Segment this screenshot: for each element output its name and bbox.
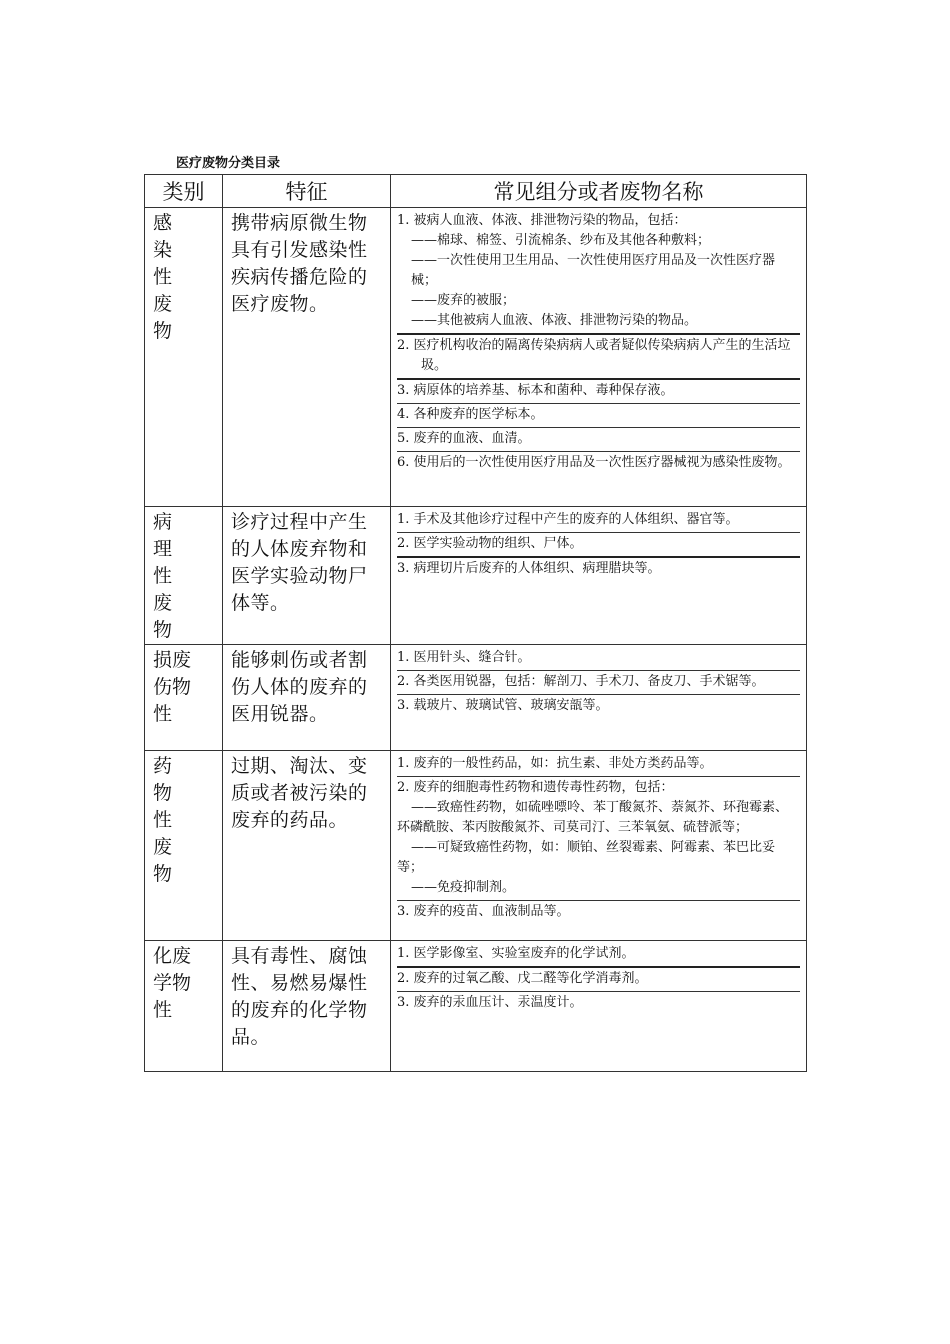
list-item: 3. 载玻片、玻璃试管、玻璃安瓿等。 — [397, 698, 609, 713]
header-feature: 特征 — [223, 175, 391, 208]
document-title: 医疗废物分类目录 — [176, 156, 281, 171]
feature-cell: 具有毒性、腐蚀性、易燃易爆性的废弃的化学物品。 — [223, 941, 391, 1072]
header-category: 类别 — [145, 175, 223, 208]
items-cell — [391, 751, 807, 941]
header-items: 常见组分或者废物名称 — [391, 175, 807, 208]
list-item: 6. 使用后的一次性使用医疗用品及一次性医疗器械视为感染性废物。 — [397, 455, 791, 470]
feature-cell: 携带病原微生物具有引发感染性疾病传播危险的医疗废物。 — [223, 208, 391, 507]
items-cell — [391, 941, 807, 1072]
list-item: 1. 被病人血液、体液、排泄物污染的物品，包括： ——棉球、棉签、引流棉条、纱布及其他各种敷料； ——一次性使用卫生用品、一次性使用医疗用品及一次性医疗器械； ——废弃的被服； ——其他被病人血液、体液、排泄物污染的物品。 — [397, 210, 800, 335]
items-cell — [391, 208, 807, 507]
category-cell: 感染性废物 — [145, 208, 223, 507]
list-item: 1. 医学影像室、实验室废弃的化学试剂。 — [397, 943, 800, 968]
items-cell — [391, 645, 807, 751]
table-row — [145, 208, 807, 507]
list-item: 2. 医疗机构收治的隔离传染病病人或者疑似传染病病人产生的生活垃圾。 — [397, 335, 800, 380]
table-row — [145, 645, 807, 751]
list-item: 3. 病原体的培养基、标本和菌种、毒种保存液。 — [397, 380, 800, 404]
list-item: 3. 废弃的汞血压计、汞温度计。 — [397, 995, 583, 1010]
category-cell: 化废学物性 — [145, 941, 223, 1072]
list-item: 1. 废弃的一般性药品，如：抗生素、非处方类药品等。 — [397, 753, 800, 777]
list-item: 2. 废弃的细胞毒性药物和遗传毒性药物，包括： ——致癌性药物，如硫唑嘌呤、苯丁酸氮芥、萘氮芥、环孢霉素、环磷酰胺、苯丙胺酸氮芥、司莫司汀、三苯氧氨、硫替派等； ——可疑致癌性药物，如：顺铂、丝裂霉素、阿霉素、苯巴比妥等； ——免疫抑制剂。 — [397, 777, 800, 901]
header-row — [145, 175, 807, 208]
table-row — [145, 941, 807, 1072]
list-item: 2. 医学实验动物的组织、尸体。 — [397, 533, 800, 558]
waste-classification-table — [144, 174, 807, 1072]
list-item: 1. 手术及其他诊疗过程中产生的废弃的人体组织、器官等。 — [397, 509, 800, 533]
feature-cell: 能够刺伤或者割伤人体的废弃的医用锐器。 — [223, 645, 391, 751]
list-item: 5. 废弃的血液、血清。 — [397, 428, 800, 452]
feature-cell: 诊疗过程中产生的人体废弃物和医学实验动物尸体等。 — [223, 507, 391, 645]
list-item: 3. 废弃的疫苗、血液制品等。 — [397, 904, 570, 919]
table-row — [145, 507, 807, 645]
list-item: 1. 医用针头、缝合针。 — [397, 647, 800, 671]
list-item: 3. 病理切片后废弃的人体组织、病理腊块等。 — [397, 561, 661, 576]
category-cell: 损废伤物性 — [145, 645, 223, 751]
items-cell — [391, 507, 807, 645]
category-cell: 药物性废物 — [145, 751, 223, 941]
table-row — [145, 751, 807, 941]
category-cell: 病理性废物 — [145, 507, 223, 645]
list-item: 2. 废弃的过氧乙酸、戊二醛等化学消毒剂。 — [397, 968, 800, 992]
feature-cell: 过期、淘汰、变质或者被污染的废弃的药品。 — [223, 751, 391, 941]
list-item: 4. 各种废弃的医学标本。 — [397, 404, 800, 428]
list-item: 2. 各类医用锐器，包括：解剖刀、手术刀、备皮刀、手术锯等。 — [397, 671, 800, 695]
